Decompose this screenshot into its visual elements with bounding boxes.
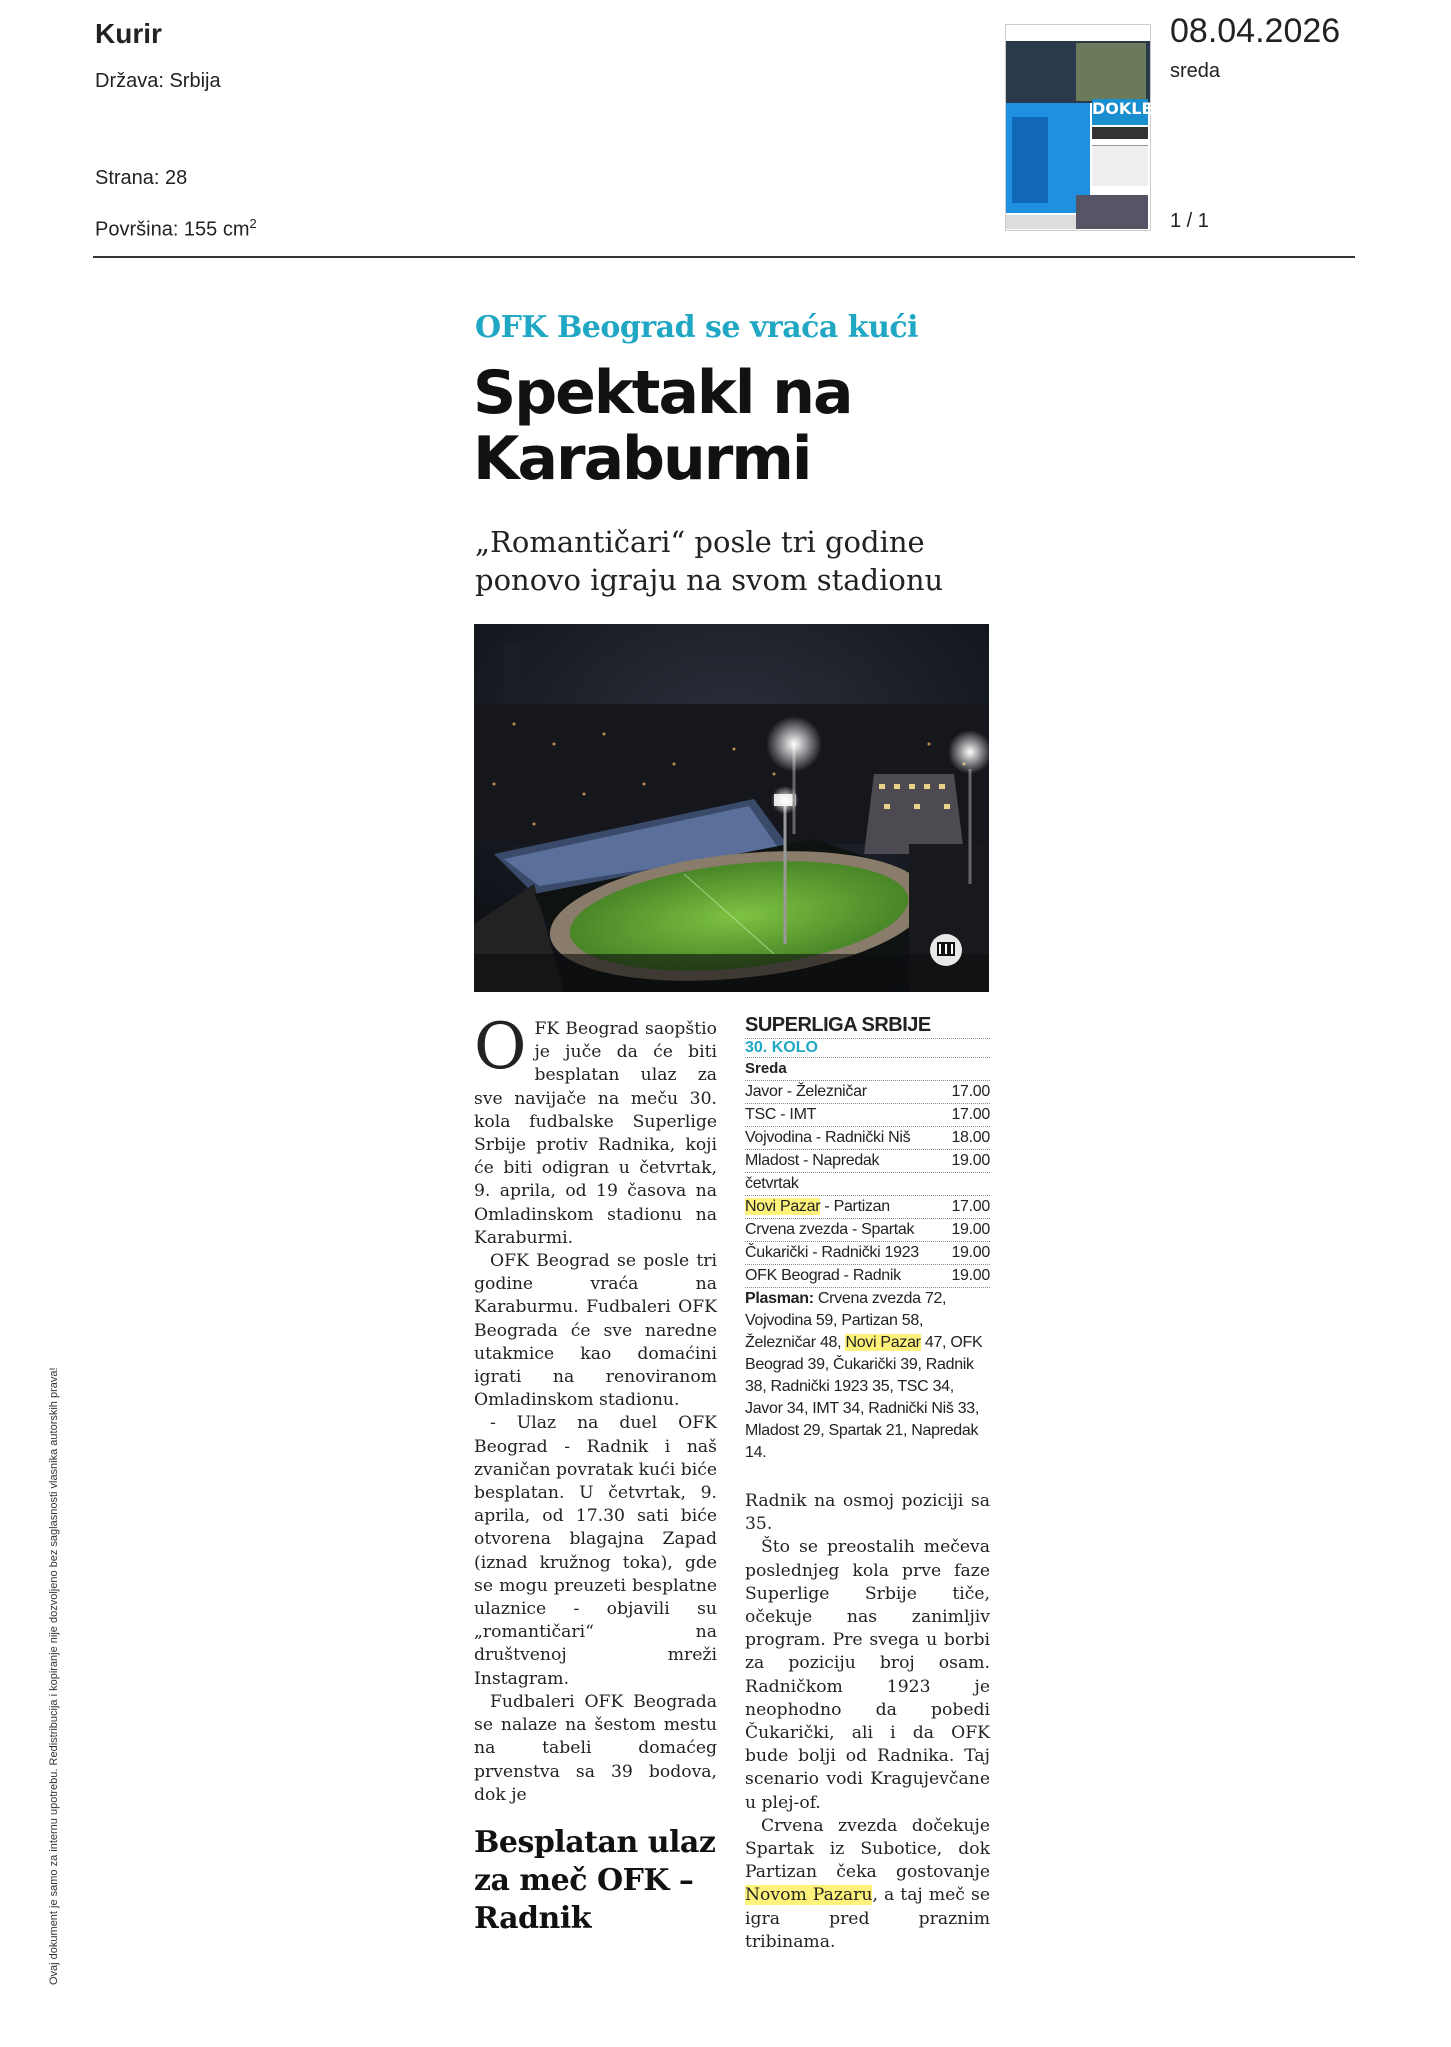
header-divider [93, 256, 1355, 258]
fixtures-round: 30. KOLO [745, 1039, 990, 1058]
fixtures-day-2: četvrtak [745, 1173, 990, 1196]
fixture-row: Čukarički - Radnički 1923 19.00 [745, 1242, 990, 1265]
issue-date: 08.04.2026 [1170, 12, 1341, 50]
fixture-row: TSC - IMT 17.00 [745, 1104, 990, 1127]
club-crest-icon [930, 934, 962, 966]
drop-cap: O [474, 1010, 527, 1084]
fixture-row: Vojvodina - Radnički Niš 18.00 [745, 1127, 990, 1150]
article-headline: Spektakl na Karaburmi [473, 358, 852, 494]
article-column-2 [745, 1490, 990, 1954]
fixture-row: OFK Beograd - Radnik 19.00 [745, 1265, 990, 1288]
issue-weekday: sreda [1170, 60, 1221, 82]
thumbnail-headline: DOKLE? [1092, 99, 1148, 125]
article-kicker: OFK Beograd se vraća kući [475, 310, 919, 345]
page-count: 1 / 1 [1170, 210, 1209, 232]
article-deck: „Romantičari“ posle tri godine ponovo igraju na svom stadionu [475, 525, 944, 597]
paragraph-7: Crvena zvezda dočekuje Spartak iz Subotice, dok Partizan čeka gostovanje Novom Pazaru, a taj meč se igra pred praznim tribinama. [745, 1815, 990, 1952]
area-label [95, 216, 257, 242]
area-superscript: 2 [249, 216, 257, 231]
pull-quote: Besplatan ulaz za meč OFK – Radnik [474, 1825, 716, 1936]
copyright-disclaimer: Ovaj dokument je samo za internu upotrebu. Redistribucija i kopiranje nije dozvoljeno bez saglasnosti vlasnika autorskih prava! [48, 1367, 60, 1985]
page-number-label: Strana: 28 [95, 167, 188, 189]
paragraph-1: FK Beograd saopštio je juče da će biti besplatan ulaz za sve navijače na meču 30. kola fudbalske Superlige Srbije protiv Radnika, koji će biti odigran u četvrtak, 9. aprila, od 19 časova na Omladinskom stadionu na Karaburmi. [474, 1019, 717, 1248]
fixtures-title: SUPERLIGA SRBIJE [745, 1014, 990, 1039]
fixture-row: Novi Pazar - Partizan 17.00 [745, 1196, 990, 1219]
fixtures-day-1: Sreda [745, 1058, 990, 1081]
fixtures-table [745, 1014, 990, 1464]
publication-name: Kurir [95, 18, 162, 49]
country-label: Država: Srbija [95, 70, 221, 92]
paragraph-3: - Ulaz na duel OFK Beograd - Radnik i naš zvaničan povratak kući biće besplatan. U četvrtak, 9. aprila, od 17.30 sati biće otvorena blagajna Zapad (iznad kružnog toka), gde se mogu preuzeti besplatne ulaznice - objavili su „romantičari“ na društvenoj mreži Instagram. [474, 1413, 717, 1689]
stadium-photo [474, 624, 989, 992]
fixture-row: Mladost - Napredak 19.00 [745, 1150, 990, 1173]
page-thumbnail[interactable] [1005, 24, 1162, 231]
paragraph-5: Radnik na osmoj poziciji sa 35. [745, 1491, 990, 1535]
fixture-row: Javor - Železničar 17.00 [745, 1081, 990, 1104]
area-text: Površina: 155 cm [95, 218, 250, 241]
standings: Plasman: Crvena zvezda 72, Vojvodina 59, Partizan 58, Železničar 48, Novi Pazar 47, OFK Beograd 39, Čukarički 39, Radnik 38, Radnički 1923 35, TSC 34, Javor 34, IMT 34, Radnički Niš 33, Mladost 29, Spartak 21, Napredak 14. [745, 1290, 983, 1461]
paragraph-6: Što se preostalih mečeva poslednjeg kola prve faze Superlige Srbije tiče, očekuje nas zanimljiv program. Pre svega u borbi za poziciju broj osam. Radničkom 1923 je neophodno da pobedi Čukarički, ali i da OFK bude bolji od Radnika. Taj scenario vodi Kragujevčane u plej-of. [745, 1537, 990, 1813]
paragraph-4: Fudbaleri OFK Beograda se nalaze na šestom mestu na tabeli domaćeg prvenstva sa 39 bodova, dok je [474, 1691, 717, 1805]
fixture-row: Crvena zvezda - Spartak 19.00 [745, 1219, 990, 1242]
paragraph-2: OFK Beograd se posle tri godine vraća na Karaburmu. Fudbaleri OFK Beograda će sve naredne utakmice kao domaćini igrati na renoviranom Omladinskom stadionu. [474, 1251, 717, 1411]
article-column-1 [474, 1010, 717, 1807]
